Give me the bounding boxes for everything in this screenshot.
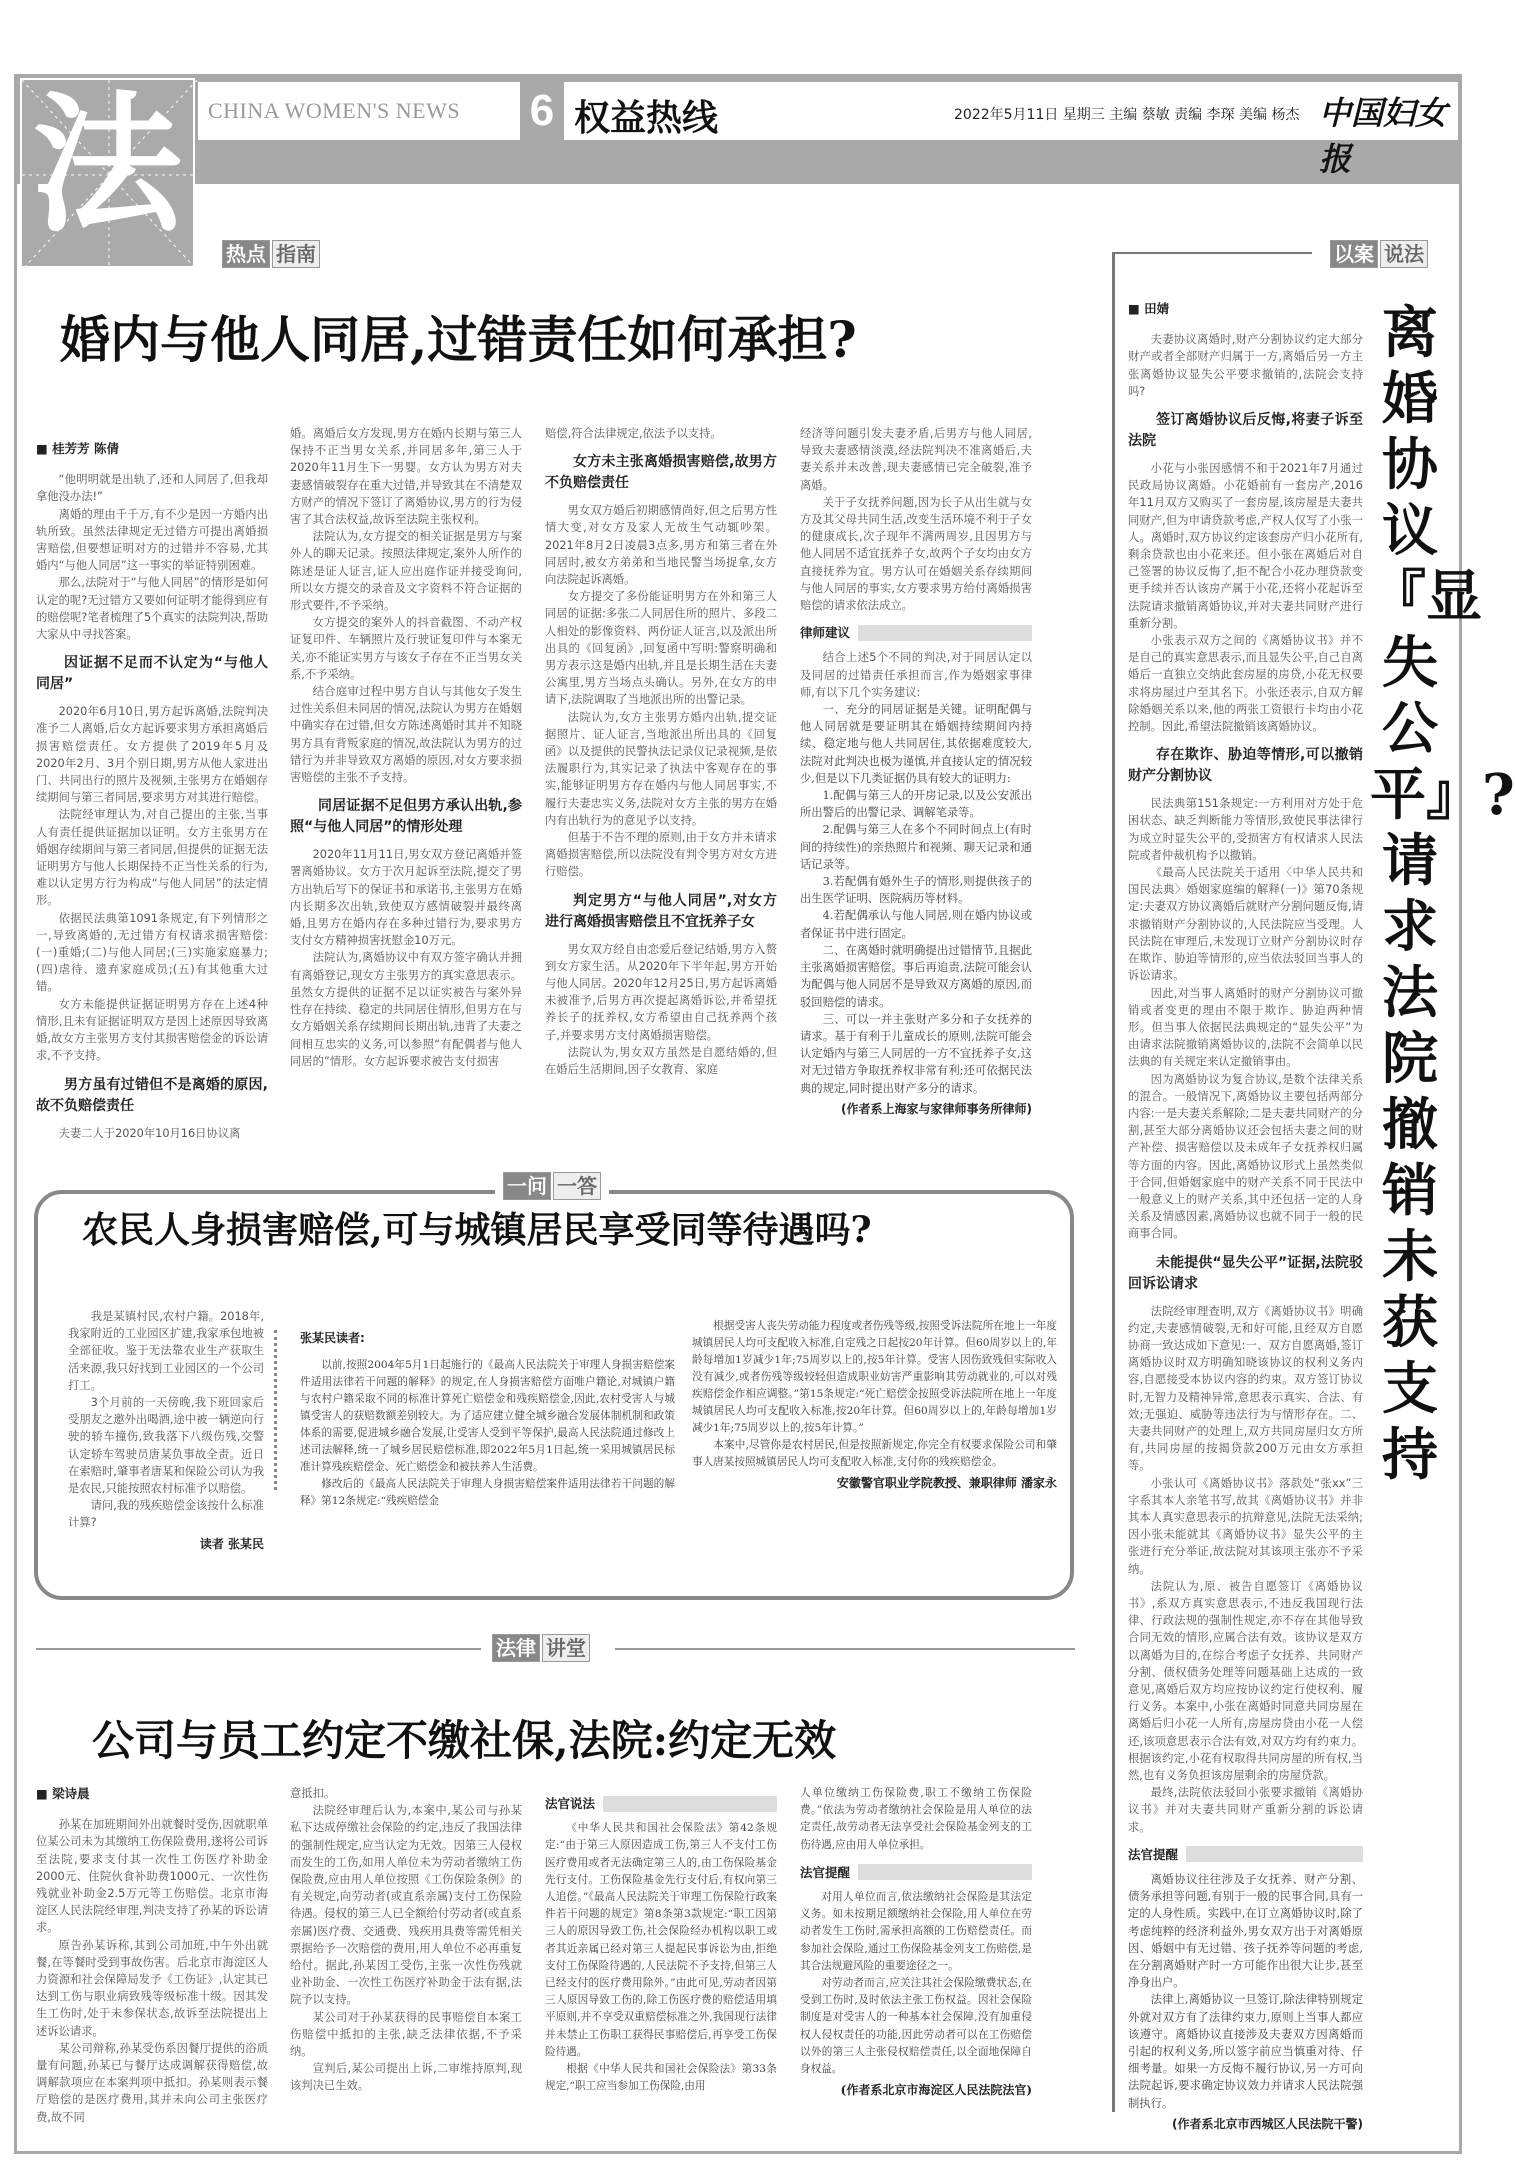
paragraph: 女方未能提供证据证明男方存在上述4种情形,且未有证据证明双方是因上述原因导致离婚,故女方主张男方支付其损害赔偿金的诉讼请求,不予支持。 bbox=[36, 997, 268, 1063]
section-emblem bbox=[20, 78, 195, 268]
paragraph: 某公司辩称,孙某受伤系因餐厅提供的浴质量有问题,孙某已与餐厅达成调解获得赔偿,故调解款项应在本案判项中抵扣。孙某则表示餐厅赔偿的是医疗费用,其并未向公司主张医疗费,故不同 bbox=[36, 2041, 268, 2124]
subheading: 签订离婚协议后反悔,将妻子诉至法院 bbox=[1128, 412, 1363, 450]
paragraph: 法院经审理认为,对自己提出的主张,当事人有责任提供证据加以证明。女方主张男方在婚姻存续期间与第三者同居,但提供的证据无法证明男方与他人长期保持不正当性关系的行为,难以认定男方行为构成“与他人同居”的法定情形。 bbox=[36, 808, 268, 908]
paragraph: 结合庭审过程中男方自认与其他女子发生过性关系但未同居的情况,法院认为男方在婚姻中确实存在过错,但女方陈述离婚时其并不知晓男方具有背叛家庭的情况,故法院认为男方的过错行为并非导致双方离婚的原因,对女方要求损害赔偿的主张不予支持。 bbox=[290, 685, 522, 785]
subheading: 同居证据不足但男方承认出轨,参照“与他人同居”的情形处理 bbox=[290, 798, 522, 836]
paragraph: 结合上述5个不同的判决,对于同居认定以及同居的过错责任承担而言,作为婚姻家事律师,有以下几个实务建议: bbox=[800, 651, 1032, 699]
column-tag-lecture bbox=[492, 1634, 590, 1662]
paragraph: 修改后的《最高人民法院关于审理人身损害赔偿案件适用法律若干问题的解释》第12条规定:“残疾赔偿金 bbox=[300, 1478, 675, 1507]
paragraph: 最终,法院依法驳回小张要求撤销《离婚协议书》并对夫妻共同财产重新分割的诉讼请求。 bbox=[1128, 1786, 1363, 1834]
subheading: 因证据不足而不认定为“与他人同居” bbox=[36, 655, 268, 693]
paragraph: “他明明就是出轨了,还和人同居了,但我却拿他没办法!” bbox=[36, 473, 268, 504]
divider-right bbox=[615, 1648, 1075, 1650]
article3-headline: 公司与员工约定不缴社保,法院:约定无效 bbox=[92, 1716, 837, 1765]
box-label-text: 法官说法 bbox=[545, 1796, 596, 1811]
article3-column-1 bbox=[36, 1785, 268, 2140]
box-label-bar bbox=[603, 1796, 777, 1812]
issue-info: 2022年5月11日 星期三 主编 蔡敏 责编 李琛 美编 杨杰 bbox=[954, 107, 1300, 123]
advice-paragraph: 1.配偶与第三人的开房记录,以及公安派出所出警后的出警记录、调解笔录等。 bbox=[800, 789, 1032, 820]
column-tag-qa bbox=[495, 1172, 609, 1200]
paragraph: 《中华人民共和国社会保险法》第42条规定:“由于第三人原因造成工伤,第三人不支付工伤医疗费用或者无法确定第三人的,由工伤保险基金先行支付。工伤保险基金先行支付后,有权向第三人追偿。”《最高人民法院关于审理工伤保险行政案件若干问题的规定》第8条第3款规定:“职工因第三人的原因导致工伤,社会保险经办机构以职工或者其近亲属已经对第三人提起民事诉讼为由,拒绝支付工伤保险待遇的,人民法院不予支持,但第三人已经支付的医疗费用除外。”由此可见,劳动者因第三人原因导致工伤的,除工伤医疗费的赔偿适用填平原则,并不享受双重赔偿标准之外,我国现行法律并未禁止工伤职工获得民事赔偿后,再享受工伤保险待遇。 bbox=[545, 1822, 777, 2058]
qa-divider bbox=[274, 1330, 277, 1490]
subheading: 存在欺诈、胁迫等情形,可以撤销财产分割协议 bbox=[1128, 747, 1363, 785]
author-affiliation: (作者系北京市西城区人民法院干警) bbox=[1172, 2116, 1363, 2131]
answer-column-1 bbox=[300, 1318, 675, 1583]
article3-column-4 bbox=[800, 1785, 1032, 2140]
paragraph: 法院经审理后认为,本案中,某公司与孙某私下达成停缴社会保险的约定,违反了我国法律的强制性规定,应当认定为无效。因第三人侵权而发生的工伤,如用人单位未为劳动者缴纳工伤保险费,应由用人单位按照《工伤保险条例》的有关规定,向劳动者(或直系亲属)支付工伤保险待遇。侵权的第三人已全额给付劳动者(或直系亲属)医疗费、交通费、残疾用具费等需凭相关票据给予一次赔偿的费用,用人单位不必再重复给付。据此,孙某因工受伤,主张一次性伤残就业补助金、一次性工伤医疗补助金于法有据,法院予以支持。 bbox=[290, 1804, 522, 2007]
paragraph: 依据民法典第1091条规定,有下列情形之一,导致离婚的,无过错方有权请求损害赔偿:(一)重婚;(二)与他人同居;(三)实施家庭暴力;(四)虐待、遗弃家庭成员;(五)有其他重大过错。 bbox=[36, 911, 268, 994]
article-author: ■ 田婧 bbox=[1128, 300, 1363, 317]
english-name: CHINA WOMEN'S NEWS bbox=[208, 98, 461, 123]
paragraph: 男女双方婚后初期感情尚好,但之后男方性情大变,对女方及家人无故生气动辄吵架。2021年8月2日凌晨3点多,男方和第三者在外同居时,被女方弟弟和当地民警当场捉拿,女方向法院起诉离婚。 bbox=[545, 504, 777, 587]
author-affiliation: (作者系上海家与家律师事务所律师) bbox=[841, 1101, 1032, 1116]
article4-body bbox=[1128, 300, 1363, 2130]
emblem-character: 法 bbox=[32, 77, 183, 253]
article1-column-2 bbox=[290, 425, 522, 1140]
paragraph: 对用人单位而言,依法缴纳社会保险是其法定义务。如未按期足额缴纳社会保险,用人单位在劳动者发生工伤时,需承担高额的工伤赔偿责任。而参加社会保险,通过工伤保险基金列支工伤赔偿,是其合法规避风险的重要途径之一。 bbox=[800, 1891, 1032, 1972]
divider-left bbox=[36, 1648, 481, 1650]
paragraph: 小张表示双方之间的《离婚协议书》并不是自己的真实意思表示,而且显失公平,自己自离婚后一直独立交纳此套房屋的房贷,小花无权要求将房屋过户至其名下。小张还表示,自双方解除婚姻关系以来,他的两张工资银行卡均由小花控制。因此,希望法院撤销该离婚协议。 bbox=[1128, 634, 1363, 734]
article2-headline: 农民人身损害赔偿,可与城镇居民享受同等待遇吗? bbox=[82, 1209, 872, 1251]
article3-column-2 bbox=[290, 1785, 522, 2140]
tag-part: 以案 bbox=[1330, 240, 1378, 268]
paragraph: 法院认为,原、被告自愿签订《离婚协议书》,系双方真实意思表示,不违反我国现行法律、行政法规的强制性规定,亦不存在其他导致合同无效的情形,应属合法有效。该协议是双方以离婚为目的,在综合考虑子女抚养、共同财产分割、债权债务处理等问题基础上达成的一致意见,离婚后双方均应按协议约定行使权利、履行义务。本案中,小张在离婚时同意共同房屋在离婚后归小花一人所有,房屋房贷由小花一人偿还,该项意思表示合法有效,对双方均有约束力。根据该约定,小花有权取得共同房屋的所有权,当然,也有义务负担该房屋剩余的房屋贷款。 bbox=[1128, 1579, 1363, 1783]
article1-headline: 婚内与他人同居,过错责任如何承担? bbox=[60, 310, 857, 369]
box-label-text: 律师建议 bbox=[800, 625, 851, 641]
paragraph: 2020年6月10日,男方起诉离婚,法院判决准予二人离婚,后女方起诉要求男方承担离婚后损害赔偿责任。女方提供了2019年5月及2020年2月、3月个别日期,男方从他人家进出门、共同出行的照片及视频,主张男方在婚姻存续期间与第三者同居,要求男方对其进行赔偿。 bbox=[36, 705, 268, 805]
page-number: 6 bbox=[522, 82, 562, 140]
subheading: 未能提供“显失公平”证据,法院驳回诉讼请求 bbox=[1128, 1254, 1363, 1292]
paragraph: 《最高人民法院关于适用〈中华人民共和国民法典〉婚姻家庭编的解释(一)》第70条规定:夫妻双方协议离婚后就财产分割问题反悔,请求撤销财产分割协议的,人民法院应当受理。人民法院在审理后,未发现订立财产分割协议时存在欺诈、胁迫等情形的,应当依法驳回当事人的诉讼请求。 bbox=[1128, 866, 1363, 983]
masthead-stripe bbox=[198, 145, 1458, 181]
paragraph: 本案中,尽管你是农村居民,但是按照新规定,你完全有权要求保险公司和肇事人唐某按照城镇居民人均可支配收入标准,支付你的残疾赔偿金。 bbox=[692, 1439, 1057, 1468]
paragraph: 3个月前的一天傍晚,我下班回家后受朋友之邀外出喝酒,途中被一辆逆向行驶的轿车撞伤,致我落下八级伤残,交警认定轿车驾驶员唐某负事故全责。近日在索赔时,肇事者唐某和保险公司认为我是农民,只能按照农村标准予以赔偿。 bbox=[68, 1396, 264, 1496]
paragraph: 小张认可《离婚协议书》落款处“张xx”三字系其本人亲笔书写,故其《离婚协议书》并非其本人真实意思表示的抗辩意见,法院无法采纳;因小张未能就其《离婚协议书》显失公平的主张进行充分举证,故法院对其该项主张亦不予采纳。 bbox=[1128, 1476, 1363, 1576]
box-label-text: 法官提醒 bbox=[800, 1864, 851, 1880]
advice-paragraph: 2.配偶与第三人在多个不同时间点上(有时间的持续性)的亲热照片和视频、聊天记录和通话记录等。 bbox=[800, 823, 1032, 871]
paragraph-continued: 经济等问题引发夫妻矛盾,后男方与他人同居,导致夫妻感情淡漠,经法院判决不准离婚后,夫妻关系并未改善,现夫妻感情已完全破裂,准予离婚。 bbox=[800, 427, 1032, 492]
advice-paragraph: 离婚协议往往涉及子女抚养、财产分割、债务承担等问题,有别于一般的民事合同,具有一定的人身性质。实践中,在订立离婚协议时,除了考虑纯粹的经济利益外,男女双方出于对离婚原因、婚姻中有无过错、孩子抚养等问题的考虑,在分割离婚财产时一方可能作出很大让步,甚至净身出户。 bbox=[1128, 1873, 1363, 1990]
box-label bbox=[1128, 1846, 1363, 1863]
paragraph: 因为离婚协议为复合协议,是数个法律关系的混合。一般情况下,离婚协议主要包括两部分内容:一是夫妻关系解除;二是夫妻共同财产的分割,甚至大部分离婚协议还会包括夫妻之间的财产补偿、损害赔偿以及未成年子女抚养权归属等方面的内容。因此,离婚协议形式上虽然类似于合同,但婚姻家庭中的财产关系不同于民法中一般意义上的财产关系,其中还包括一定的人身关系及情感因素,离婚协议也就不同于一般的民商事合同。 bbox=[1128, 1072, 1363, 1241]
answer-column-2 bbox=[692, 1318, 1057, 1583]
paragraph: 2020年11月11日,男女双方登记离婚并签署离婚协议。女方于次月起诉至法院,提交了男方出轨后写下的保证书和承诺书,主张男方在婚内长期多次出轨,致使双方感情破裂并最终离婚,且男方在婚内存在多种过错行为,要求男方支付女方精神损害抚慰金10万元。 bbox=[290, 848, 522, 948]
paragraph: 法院认为,女方主张男方婚内出轨,提交证据照片、证人证言,当地派出所出具的《回复函》以及提供的民警执法记录仪记录视频,是依法履职行为,其实记录了执法中客观存在的事实,能够证明男方存在婚内与他人同居事实,不履行夫妻忠实义务,法院对女方主张的男方在婚内有出轨行为的意见予以支持。 bbox=[545, 710, 777, 827]
article1-column-4 bbox=[800, 425, 1032, 1140]
article3-column-3 bbox=[545, 1785, 777, 2140]
english-name-box bbox=[198, 82, 520, 140]
article-author: ■ 梁诗晨 bbox=[36, 1785, 268, 1802]
paragraph: 小花与小张因感情不和于2021年7月通过民政局协议离婚。小花婚前有一套房产,2016年11月双方又购买了一套房屋,该房屋是夫妻共同财产,但为申请贷款考虑,产权人仅写了小张一人。离婚时,双方协议约定该套房产归小花所有,剩余贷款也由小花来还。但小张在离婚后对自己签署的协议反悔了,拒不配合小花办理贷款变更手续并否认该房产属于小花,还将小花起诉至法院请求撤销离婚协议,并对夫妻共同财产进行重新分割。 bbox=[1128, 462, 1363, 630]
tag-part: 指南 bbox=[272, 240, 320, 268]
paragraph: 根据《中华人民共和国社会保险法》第33条规定,“职工应当参加工伤保险,由用 bbox=[545, 2063, 777, 2093]
paragraph: 宣判后,某公司提出上诉,二审维持原判,现该判决已生效。 bbox=[290, 2062, 522, 2093]
reader-question bbox=[68, 1308, 264, 1578]
paragraph: 对劳动者而言,应关注其社会保险缴费状态,在受到工伤时,及时依法主张工伤权益。因社会保险制度是对受害人的一种基本社会保障,没有加重侵权人侵权责任的功能,因此劳动者可以在工伤赔偿以外的第三人主张侵权赔偿责任,以全面地保障自身权益。 bbox=[800, 1977, 1032, 2076]
box-label bbox=[800, 624, 1032, 641]
column-tag-case bbox=[1330, 240, 1428, 268]
paragraph-continued: 人单位缴纳工伤保险费,职工不缴纳工伤保险费。”依法为劳动者缴纳社会保险是用人单位的法定责任,故劳动者无法享受社会保险基金列支的工伤待遇,应由用人单位承担。 bbox=[800, 1787, 1032, 1851]
box-label-bar bbox=[858, 1864, 1032, 1880]
newspaper-logo: 中国妇女报 bbox=[1319, 94, 1448, 178]
box-label-text: 法官提醒 bbox=[1128, 1846, 1179, 1862]
tag-part: 热点 bbox=[222, 240, 270, 268]
advice-paragraph: 4.若配偶承认与他人同居,则在婚内协议或者保证书中进行固定。 bbox=[800, 909, 1032, 940]
advice-paragraph: 3.若配偶有婚外生子的情形,则提供孩子的出生医学证明、医院病历等材料。 bbox=[800, 875, 1032, 906]
paragraph: 关于子女抚养问题,因为长子从出生就与女方及其父母共同生活,改变生活环境不利于子女的健康成长,次子现年不满两周岁,且因男方与他人同居不适宜抚养子女,故两个子女均由女方直接抚养为宜。男方认可在婚姻关系存续期间与他人同居的事实,女方要求男方给付离婚损害赔偿的请求依法成立。 bbox=[800, 495, 1032, 613]
paragraph: 原告孙某诉称,其到公司加班,中午外出就餐,在等餐时受到事故伤害。后北京市海淀区人力资源和社会保障局发予《工伤证》,认定其已达到工伤与职业病致残等级标准十级。因其发生工伤时,处于未参保状态,故诉至法院提出上述诉讼请求。 bbox=[36, 1938, 268, 2038]
article1-column-3 bbox=[545, 425, 777, 1140]
advice-paragraph: 二、在离婚时就明确提出过错情节,且据此主张离婚损害赔偿。事后再追责,法院可能会认为配偶与他人同居不是导致双方离婚的原因,而驳回赔偿的请求。 bbox=[800, 943, 1032, 1009]
box-label bbox=[545, 1795, 777, 1812]
paragraph: 法院认为,离婚协议中有双方签字确认并拥有离婚登记,现女方主张男方的真实意思表示。虽然女方提供的证据不足以证实被告与案外异性存在持续、稳定的共同居住情形,但男方在与女方婚姻关系存续期间长期出轨,违背了夫妻之间相互忠实的义务,可以参照“有配偶者与他人同居的”情形。女方起诉要求被告支付损害 bbox=[290, 951, 522, 1068]
paragraph: 夫妻协议离婚时,财产分割协议约定大部分财产或者全部财产归属于一方,离婚后另一方主张离婚协议显失公平要求撤销的,法院会支持吗? bbox=[1128, 333, 1363, 398]
paragraph-continued: 婚。离婚后女方发现,男方在婚内长期与第三人保持不正当男女关系,并同居多年,第三人于2020年11月生下一男婴。女方认为男方对夫妻感情破裂存在重大过错,并导致其在不清楚双方财产的情况下签订了离婚协议,男方的行为侵害了其合法权益,故诉至法院主张权利。 bbox=[290, 427, 522, 527]
article-author: ■ 桂芳芳 陈倩 bbox=[36, 440, 268, 457]
paragraph: 孙某在加班期间外出就餐时受伤,因就职单位某公司未为其缴纳工伤保险费用,遂将公司诉至法院,要求支付其一次性工伤医疗补助金2000元、住院伙食补助费1000元、一次性伤残就业补助金2.5万元等工伤赔偿。北京市海淀区人民法院经审理,判决支持了孙某的诉讼请求。 bbox=[36, 1818, 268, 1935]
article4-headline: 离婚协议『显失公平』?请求法院撤销未获支持 bbox=[1370, 300, 1515, 1488]
advice-paragraph: 法律上,离婚协议一旦签订,除法律特别规定外就对双方有了法律约束力,原则上当事人都应该遵守。离婚协议直接涉及夫妻双方因离婚而引起的权利义务,所以签字前应当慎重对待、仔细考量。如果一方反悔不履行协议,另一方可向法院起诉,要求确定协议效力并请求人民法院强制执行。 bbox=[1128, 1993, 1363, 2110]
paragraph: 民法典第151条规定:一方利用对方处于危困状态、缺乏判断能力等情形,致使民事法律行为成立时显失公平的,受损害方有权请求人民法院或者仲裁机构予以撤销。 bbox=[1128, 797, 1363, 862]
reply-salutation: 张某民读者: bbox=[300, 1331, 365, 1345]
paragraph: 我是某镇村民,农村户籍。2018年,我家附近的工业园区扩建,我家承包地被全部征收。鉴于无法靠农业生产获取生活来源,我只好找到工业园区的一个公司打工。 bbox=[68, 1310, 264, 1392]
paragraph: 男女双方经自由恋爱后登记结婚,男方入赘到女方家生活。从2020年下半年起,男方开始与他人同居。2020年12月25日,男方起诉离婚未被准予,后男方再次提起离婚诉讼,并希望抚养长子的抚养权,女方希望由自己抚养两个孩子,并要求男方支付离婚损害赔偿。 bbox=[545, 942, 777, 1042]
subheading: 女方未主张离婚损害赔偿,故男方不负赔偿责任 bbox=[545, 454, 777, 492]
paragraph: 因此,对当事人离婚时的财产分割协议可撤销或者变更的理由不限于欺诈、胁迫两种情形。但当事人依据民法典规定的“显失公平”为由请求法院撤销离婚协议的,法院不会简单以民法典的有关规定来认定撤销事由。 bbox=[1128, 986, 1363, 1069]
paragraph: 某公司对于孙某获得的民事赔偿自本案工伤赔偿中抵扣的主张,缺乏法律依据,不予采纳。 bbox=[290, 2010, 522, 2059]
paragraph: 离婚的理由千千万,有不少是因一方婚内出轨所致。虽然法律规定无过错方可提出离婚损害赔偿,但要想证明对方的过错并不容易,尤其婚内“与他人同居”这一事实的举证特别困难。 bbox=[36, 507, 268, 573]
tag-part: 一问 bbox=[503, 1172, 551, 1200]
column-tag-hotspot bbox=[222, 240, 320, 268]
case-box-left-rule bbox=[1112, 252, 1115, 2112]
tag-part: 法律 bbox=[492, 1634, 540, 1662]
paragraph: 法院认为,男女双方虽然是自愿结婚的,但在婚后生活期间,因子女教育、家庭 bbox=[545, 1045, 777, 1077]
box-label-bar bbox=[1186, 1846, 1363, 1862]
paragraph: 那么,法院对于“与他人同居”的情形是如何认定的呢?无过错方又要如何证明才能得到应有的赔偿呢?笔者梳理了5个真实的法院判决,帮助大家从中寻找答案。 bbox=[36, 576, 268, 642]
tag-part: 讲堂 bbox=[542, 1634, 590, 1662]
box-label bbox=[800, 1864, 1032, 1881]
tag-part: 说法 bbox=[1380, 240, 1428, 268]
paragraph: 根据受害人丧失劳动能力程度或者伤残等级,按照受诉法院所在地上一年度城镇居民人均可支配收入标准,自定残之日起按20年计算。但60周岁以上的,年龄每增加1岁减少1年;75周岁以上的,按5年计算。受害人因伤致残但实际收入没有减少,或者伤残等级较轻但造成职业妨害严重影响其劳动就业的,可以对残疾赔偿金作相应调整。”第15条规定:“死亡赔偿金按照受诉法院所在地上一年度城镇居民人均可支配收入标准,按20年计算。但60周岁以上的,年龄每增加1岁减少1年;75周岁以上的,按5年计算。” bbox=[692, 1320, 1057, 1434]
case-box-top-rule bbox=[1112, 252, 1312, 254]
paragraph-continued: 意抵扣。 bbox=[290, 1787, 336, 1800]
question-signature: 读者 张某民 bbox=[199, 1536, 264, 1551]
paragraph: 但基于不告不理的原则,由于女方并未请求离婚损害赔偿,所以法院没有判令男方对女方进行赔偿。 bbox=[545, 831, 777, 879]
advice-paragraph: 三、可以一并主张财产多分和子女抚养的请求。基于有利于儿童成长的原则,法院可能会认定婚内与第三人同居的一方不宜抚养子女,这对无过错方争取抚养权非常有利;还可依据民法典的规定,同时提出财产多分的请求。 bbox=[800, 1012, 1032, 1095]
advice-paragraph: 一、充分的同居证据是关键。证明配偶与他人同居就是要证明其在婚姻持续期间内持续、稳定地与他人共同居住,其依据难度较大,法院对此判决也极为谨慎,并直接认定的情况较少,但是以下几类证据仍具有较大的证明力: bbox=[800, 703, 1032, 785]
article1-column-1 bbox=[36, 440, 268, 1140]
section-header bbox=[564, 82, 1458, 178]
paragraph: 女方提交了多份能证明男方在外和第三人同居的证据:多张二人同居住所的照片、多段二人相处的影像资料、两份证人证言,以及派出所出具的《回复函》,回复函中写明:警察明确和男方表示这是婚内出轨,并且是长期生活在夫妻公寓里,男方当场点头确认。另外,在女方的申请下,法院调取了当地派出所的出警记录。 bbox=[545, 590, 777, 707]
paragraph: 女方提交的案外人的抖音截图、不动产权证复印件、车辆照片及行驶证复印件与本案无关,亦不能证实男方与该女子存在不正当男女关系,不予采纳。 bbox=[290, 616, 522, 681]
author-affiliation: (作者系北京市海淀区人民法院法官) bbox=[840, 2083, 1032, 2098]
tag-part: 一答 bbox=[553, 1172, 601, 1200]
box-label-bar bbox=[858, 625, 1032, 641]
paragraph: 请问,我的残疾赔偿金该按什么标准计算? bbox=[68, 1499, 264, 1530]
subheading: 男方虽有过错但不是离婚的原因,故不负赔偿责任 bbox=[36, 1076, 268, 1114]
paragraph: 夫妻二人于2020年10月16日协议离 bbox=[58, 1126, 241, 1140]
answer-signature: 安徽警官职业学院教授、兼职律师 潘家永 bbox=[836, 1476, 1057, 1490]
paragraph: 以前,按照2004年5月1日起施行的《最高人民法院关于审理人身损害赔偿案件适用法律若干问题的解释》的规定,在人身损害赔偿方面唯户籍论,对城镇户籍与农村户籍采取不同的标准计算死亡赔偿金和残疾赔偿金,因此,农村受害人与城镇受害人的获赔数额差别较大。为了适应建立健全城乡融合发展体制机制和政策体系的需要,促进城乡融合发展,让受害人受到平等保护,最高人民法院通过修改上述司法解释,统一了城乡居民赔偿标准,即2022年5月1日起,统一采用城镇居民标准计算残疾赔偿金、死亡赔偿金和被扶养人生活费。 bbox=[300, 1359, 675, 1473]
paragraph: 法院经审理查明,双方《离婚协议书》明确约定,夫妻感情破裂,无和好可能,且经双方自愿协商一致达成如下意见:一、双方自愿离婚,签订离婚协议时双方明确知晓该协议的权利义务内容,自愿接受本协议内容的约束。双方签订协议时,无智力及精神异常,意思表示真实、合法、有效;无强迫、威胁等违法行为与情形存在。二、夫妻共同财产的处理上,双方共同房屋归女方所有,共同房屋的按揭贷款200万元由女方承担等。 bbox=[1128, 1304, 1363, 1473]
subheading: 判定男方“与他人同居”,对女方进行离婚损害赔偿且不宜抚养子女 bbox=[545, 892, 777, 930]
paragraph: 法院认为,女方提交的相关证据是男方与案外人的聊天记录。按照法律规定,案外人所作的陈述是证人证言,证人应出庭作证并接受询问,所以女方提交的录音及文字资料不符合证据的形式要件,不予采纳。 bbox=[290, 530, 522, 613]
paragraph-continued: 赔偿,符合法律规定,依法予以支持。 bbox=[545, 427, 722, 440]
section-title: 权益热线 bbox=[574, 97, 719, 139]
